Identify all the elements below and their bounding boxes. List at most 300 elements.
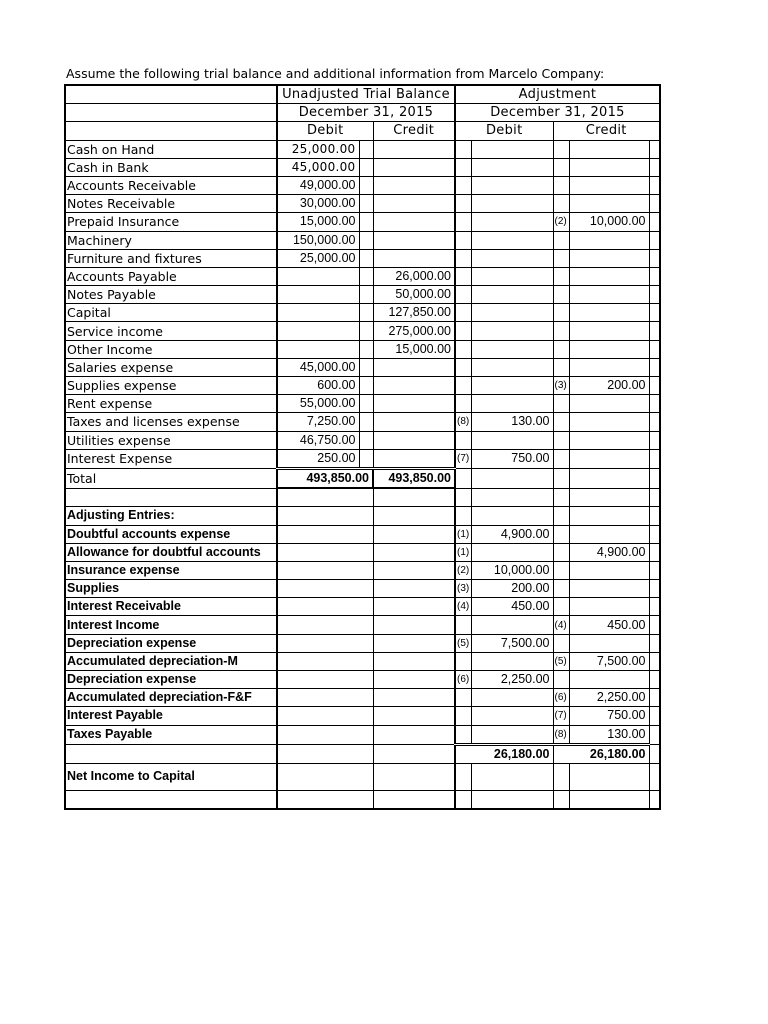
- blank: [277, 598, 373, 616]
- account-row: [65, 377, 660, 395]
- adj-debit: [471, 249, 553, 267]
- adj-credit-ref: [553, 158, 569, 176]
- utb-credit: [373, 176, 455, 194]
- adjusting-account-name: Taxes Payable: [65, 725, 277, 744]
- blank: [649, 507, 660, 525]
- utb-debit-header: Debit: [277, 122, 373, 140]
- adj-debit: [471, 231, 553, 249]
- adj-credit: [569, 304, 649, 322]
- blank: [649, 634, 660, 652]
- adj-debit: [471, 543, 553, 561]
- adjustment-total-credit: 26,180.00: [553, 744, 649, 763]
- header-row-drcr: [65, 122, 660, 140]
- adj-credit: 7,500.00: [569, 652, 649, 670]
- adj-credit-ref: [553, 671, 569, 689]
- adj-debit-ref: [455, 267, 471, 285]
- adj-debit-ref: (3): [455, 580, 471, 598]
- account-name: Accounts Payable: [65, 267, 277, 285]
- account-name: Rent expense: [65, 395, 277, 413]
- utb-credit: 26,000.00: [373, 267, 455, 285]
- account-name: Supplies expense: [65, 377, 277, 395]
- utb-debit: 250.00: [277, 449, 359, 468]
- adj-credit-ref: [553, 598, 569, 616]
- blank: [553, 468, 569, 488]
- adj-credit: [569, 580, 649, 598]
- adj-debit: 4,900.00: [471, 525, 553, 543]
- blank: [277, 763, 373, 790]
- blank: [649, 671, 660, 689]
- utb-credit: [373, 231, 455, 249]
- blank: [65, 488, 277, 507]
- blank: [373, 707, 455, 725]
- adjusting-account-name: Doubtful accounts expense: [65, 525, 277, 543]
- adj-spacer: [649, 231, 660, 249]
- adjusting-row: [65, 707, 660, 725]
- blank: [277, 634, 373, 652]
- adj-credit-ref: (4): [553, 616, 569, 634]
- blank: [373, 671, 455, 689]
- adj-debit-header: Debit: [455, 122, 553, 140]
- account-row: [65, 249, 660, 267]
- account-row: [65, 176, 660, 194]
- adj-debit-ref: [455, 377, 471, 395]
- utb-credit: [373, 377, 455, 395]
- blank: [373, 634, 455, 652]
- utb-date: December 31, 2015: [277, 104, 455, 122]
- adjusting-row: [65, 634, 660, 652]
- blank: [277, 507, 373, 525]
- adj-credit-ref: [553, 561, 569, 579]
- blank: [65, 744, 277, 763]
- adj-debit-ref: [455, 358, 471, 376]
- account-row: [65, 322, 660, 340]
- adj-credit-ref: (6): [553, 689, 569, 707]
- blank: [373, 543, 455, 561]
- adj-debit-ref: [455, 707, 471, 725]
- adj-credit-ref: [553, 140, 569, 158]
- utb-spacer: [359, 195, 373, 213]
- utb-spacer: [359, 413, 373, 431]
- blank: [553, 488, 569, 507]
- account-name: Utilities expense: [65, 431, 277, 449]
- adj-debit: 2,250.00: [471, 671, 553, 689]
- adjusting-row: [65, 671, 660, 689]
- adj-credit-ref: [553, 340, 569, 358]
- adj-debit: [471, 652, 553, 670]
- adj-spacer: [649, 431, 660, 449]
- adj-credit-ref: [553, 431, 569, 449]
- adjusting-account-name: Interest Receivable: [65, 598, 277, 616]
- adj-credit-ref: [553, 580, 569, 598]
- utb-credit: [373, 431, 455, 449]
- account-name: Salaries expense: [65, 358, 277, 376]
- utb-spacer: [359, 231, 373, 249]
- account-name: Other Income: [65, 340, 277, 358]
- account-row: [65, 413, 660, 431]
- utb-spacer: [359, 358, 373, 376]
- utb-credit: 127,850.00: [373, 304, 455, 322]
- adj-spacer: [649, 176, 660, 194]
- trial-balance-table: [64, 84, 661, 810]
- utb-credit: [373, 140, 455, 158]
- adj-credit: 130.00: [569, 725, 649, 744]
- blank: [277, 689, 373, 707]
- adj-credit-ref: [553, 322, 569, 340]
- adj-debit: [471, 304, 553, 322]
- utb-spacer: [359, 449, 373, 468]
- blank: [373, 763, 455, 790]
- account-row: [65, 213, 660, 231]
- utb-credit: [373, 195, 455, 213]
- utb-spacer: [359, 140, 373, 158]
- adj-credit-ref: [553, 358, 569, 376]
- blank: [649, 616, 660, 634]
- blank: [553, 763, 569, 790]
- blank: [471, 488, 553, 507]
- adjusting-account-name: Insurance expense: [65, 561, 277, 579]
- adj-spacer: [649, 340, 660, 358]
- adj-spacer: [649, 286, 660, 304]
- blank: [649, 689, 660, 707]
- total-debit: 493,850.00: [277, 468, 373, 488]
- utb-spacer: [359, 213, 373, 231]
- utb-credit: [373, 395, 455, 413]
- blank: [649, 763, 660, 790]
- adj-debit-ref: (8): [455, 413, 471, 431]
- total-row: [65, 468, 660, 488]
- blank: [373, 488, 455, 507]
- utb-debit: 7,250.00: [277, 413, 359, 431]
- adj-spacer: [649, 195, 660, 213]
- adj-spacer: [649, 249, 660, 267]
- adj-credit: 450.00: [569, 616, 649, 634]
- adj-debit-ref: [455, 725, 471, 744]
- utb-debit: 600.00: [277, 377, 359, 395]
- adj-credit: 750.00: [569, 707, 649, 725]
- adj-debit: [471, 707, 553, 725]
- account-name: Interest Expense: [65, 449, 277, 468]
- adj-credit: [569, 671, 649, 689]
- blank: [373, 652, 455, 670]
- adjustment-total-debit: 26,180.00: [455, 744, 553, 763]
- adjusting-row: [65, 652, 660, 670]
- utb-credit: 275,000.00: [373, 322, 455, 340]
- account-name: Accounts Receivable: [65, 176, 277, 194]
- adj-spacer: [649, 413, 660, 431]
- adjusting-account-name: Accumulated depreciation-M: [65, 652, 277, 670]
- blank: [277, 543, 373, 561]
- adj-debit-ref: [455, 158, 471, 176]
- adjustment-total-row: [65, 744, 660, 763]
- utb-credit: [373, 213, 455, 231]
- utb-credit: 50,000.00: [373, 286, 455, 304]
- adj-credit-ref: (7): [553, 707, 569, 725]
- adj-credit-ref: [553, 176, 569, 194]
- adj-credit-ref: [553, 449, 569, 468]
- blank: [373, 561, 455, 579]
- blank: [649, 652, 660, 670]
- adj-credit-ref: (8): [553, 725, 569, 744]
- adj-credit-ref: [553, 413, 569, 431]
- utb-spacer: [359, 286, 373, 304]
- account-name: Cash in Bank: [65, 158, 277, 176]
- adj-credit: [569, 195, 649, 213]
- utb-debit: 45,000.00: [277, 358, 359, 376]
- adj-credit: [569, 561, 649, 579]
- blank: [277, 488, 373, 507]
- blank: [455, 507, 471, 525]
- adj-credit-ref: (5): [553, 652, 569, 670]
- adj-spacer: [649, 322, 660, 340]
- blank: [649, 744, 660, 763]
- adjusting-row: [65, 561, 660, 579]
- blank: [373, 689, 455, 707]
- adj-credit-ref: [553, 304, 569, 322]
- adj-credit-ref: [553, 634, 569, 652]
- adj-title: Adjustment: [455, 85, 660, 104]
- blank: [455, 468, 471, 488]
- adj-credit-ref: [553, 195, 569, 213]
- blank: [471, 468, 553, 488]
- blank: [649, 543, 660, 561]
- adj-debit-ref: [455, 195, 471, 213]
- account-row: [65, 449, 660, 468]
- utb-spacer: [359, 158, 373, 176]
- blank: [373, 725, 455, 744]
- blank: [277, 671, 373, 689]
- adjusting-row: [65, 598, 660, 616]
- adj-credit: 4,900.00: [569, 543, 649, 561]
- account-row: [65, 158, 660, 176]
- account-name: Notes Payable: [65, 286, 277, 304]
- blank: [373, 744, 455, 763]
- adj-spacer: [649, 213, 660, 231]
- adj-credit: [569, 634, 649, 652]
- adj-debit-ref: (2): [455, 561, 471, 579]
- blank: [569, 507, 649, 525]
- adj-debit-ref: [455, 286, 471, 304]
- account-row: [65, 358, 660, 376]
- account-row: [65, 286, 660, 304]
- blank: [649, 561, 660, 579]
- adj-debit: 130.00: [471, 413, 553, 431]
- utb-title: Unadjusted Trial Balance: [277, 85, 455, 104]
- adj-debit: [471, 395, 553, 413]
- adj-spacer: [649, 304, 660, 322]
- utb-spacer: [359, 340, 373, 358]
- adj-spacer: [649, 395, 660, 413]
- adj-debit: [471, 358, 553, 376]
- blank: [471, 790, 553, 809]
- adj-credit: [569, 525, 649, 543]
- utb-spacer: [359, 304, 373, 322]
- blank: [277, 561, 373, 579]
- adj-debit: [471, 689, 553, 707]
- account-row: [65, 431, 660, 449]
- adj-debit: [471, 340, 553, 358]
- net-income-label: Net Income to Capital: [65, 763, 277, 790]
- blank: [277, 525, 373, 543]
- adj-debit-ref: (4): [455, 598, 471, 616]
- adjusting-entries-label: Adjusting Entries:: [65, 507, 277, 525]
- adjusting-row: [65, 580, 660, 598]
- adj-spacer: [649, 449, 660, 468]
- adj-debit: [471, 213, 553, 231]
- adj-credit: [569, 231, 649, 249]
- blank: [471, 763, 553, 790]
- account-name: Capital: [65, 304, 277, 322]
- adj-debit-ref: (6): [455, 671, 471, 689]
- total-credit: 493,850.00: [373, 468, 455, 488]
- utb-spacer: [359, 322, 373, 340]
- adj-credit-ref: [553, 543, 569, 561]
- adj-debit: [471, 286, 553, 304]
- utb-credit: [373, 158, 455, 176]
- adj-debit-ref: [455, 249, 471, 267]
- utb-debit: [277, 322, 359, 340]
- net-income-row: [65, 763, 660, 790]
- adj-credit: [569, 449, 649, 468]
- adj-credit: [569, 358, 649, 376]
- account-name: Service income: [65, 322, 277, 340]
- utb-spacer: [359, 395, 373, 413]
- blank: [649, 525, 660, 543]
- blank: [373, 616, 455, 634]
- utb-credit: [373, 413, 455, 431]
- blank: [277, 725, 373, 744]
- utb-spacer: [359, 249, 373, 267]
- adjusting-label-row: [65, 507, 660, 525]
- adj-debit: 750.00: [471, 449, 553, 468]
- blank: [277, 707, 373, 725]
- adj-credit-ref: [553, 395, 569, 413]
- adj-credit: [569, 340, 649, 358]
- blank: [649, 580, 660, 598]
- utb-spacer: [359, 431, 373, 449]
- utb-spacer: [359, 176, 373, 194]
- adj-debit-ref: (5): [455, 634, 471, 652]
- utb-debit: [277, 304, 359, 322]
- utb-debit: 49,000.00: [277, 176, 359, 194]
- utb-spacer: [359, 377, 373, 395]
- adj-debit-ref: [455, 322, 471, 340]
- utb-spacer: [359, 267, 373, 285]
- account-name: Machinery: [65, 231, 277, 249]
- blank: [455, 763, 471, 790]
- adj-credit: 2,250.00: [569, 689, 649, 707]
- account-name: Prepaid Insurance: [65, 213, 277, 231]
- blank: [373, 580, 455, 598]
- utb-credit-header: Credit: [373, 122, 455, 140]
- adj-credit: [569, 140, 649, 158]
- adj-spacer: [649, 267, 660, 285]
- blank: [649, 790, 660, 809]
- adjusting-account-name: Interest Income: [65, 616, 277, 634]
- adj-debit-ref: [455, 616, 471, 634]
- blank: [569, 763, 649, 790]
- blank: [569, 468, 649, 488]
- adj-credit: [569, 267, 649, 285]
- adj-credit: [569, 598, 649, 616]
- blank: [277, 580, 373, 598]
- blank: [373, 525, 455, 543]
- adjusting-account-name: Accumulated depreciation-F&F: [65, 689, 277, 707]
- adj-spacer: [649, 358, 660, 376]
- account-row: [65, 395, 660, 413]
- blank: [277, 616, 373, 634]
- blank: [277, 744, 373, 763]
- adjusting-account-name: Depreciation expense: [65, 671, 277, 689]
- utb-debit: [277, 267, 359, 285]
- adjusting-row: [65, 725, 660, 744]
- adj-debit-ref: (1): [455, 543, 471, 561]
- utb-debit: 25,000.00: [277, 140, 359, 158]
- adj-debit: [471, 725, 553, 744]
- account-name: Notes Receivable: [65, 195, 277, 213]
- adj-debit: 200.00: [471, 580, 553, 598]
- blank: [553, 507, 569, 525]
- account-row: [65, 231, 660, 249]
- account-name: Cash on Hand: [65, 140, 277, 158]
- adj-credit: [569, 286, 649, 304]
- account-row: [65, 304, 660, 322]
- adjusting-account-name: Supplies: [65, 580, 277, 598]
- intro-text: Assume the following trial balance and additional information from Marcelo Company:: [66, 66, 605, 81]
- account-row: [65, 340, 660, 358]
- header-blank: [65, 104, 277, 122]
- adj-debit: [471, 377, 553, 395]
- adj-debit: 7,500.00: [471, 634, 553, 652]
- adj-debit-ref: (1): [455, 525, 471, 543]
- adj-debit-ref: [455, 176, 471, 194]
- utb-credit: [373, 358, 455, 376]
- utb-debit: [277, 286, 359, 304]
- adj-debit-ref: (7): [455, 449, 471, 468]
- adj-debit: [471, 195, 553, 213]
- blank: [373, 598, 455, 616]
- adj-credit-ref: [553, 525, 569, 543]
- adj-debit: [471, 267, 553, 285]
- adj-debit-ref: [455, 431, 471, 449]
- utb-debit: 55,000.00: [277, 395, 359, 413]
- blank: [649, 707, 660, 725]
- adj-date: December 31, 2015: [455, 104, 660, 122]
- adj-credit-ref: (2): [553, 213, 569, 231]
- adj-credit-ref: [553, 267, 569, 285]
- adjusting-row: [65, 689, 660, 707]
- header-row-date: [65, 104, 660, 122]
- adj-credit-ref: [553, 249, 569, 267]
- adj-credit: [569, 431, 649, 449]
- utb-debit: 15,000.00: [277, 213, 359, 231]
- adj-debit: [471, 322, 553, 340]
- adj-debit: [471, 431, 553, 449]
- blank: [649, 468, 660, 488]
- account-name: Furniture and fixtures: [65, 249, 277, 267]
- header-row-title: [65, 85, 660, 104]
- adj-debit: [471, 158, 553, 176]
- adj-credit-ref: [553, 286, 569, 304]
- adj-debit: [471, 176, 553, 194]
- account-row: [65, 140, 660, 158]
- adj-spacer: [649, 140, 660, 158]
- utb-debit: 45,000.00: [277, 158, 359, 176]
- blank: [471, 507, 553, 525]
- adj-debit-ref: [455, 213, 471, 231]
- adj-debit-ref: [455, 231, 471, 249]
- account-row: [65, 195, 660, 213]
- blank: [553, 790, 569, 809]
